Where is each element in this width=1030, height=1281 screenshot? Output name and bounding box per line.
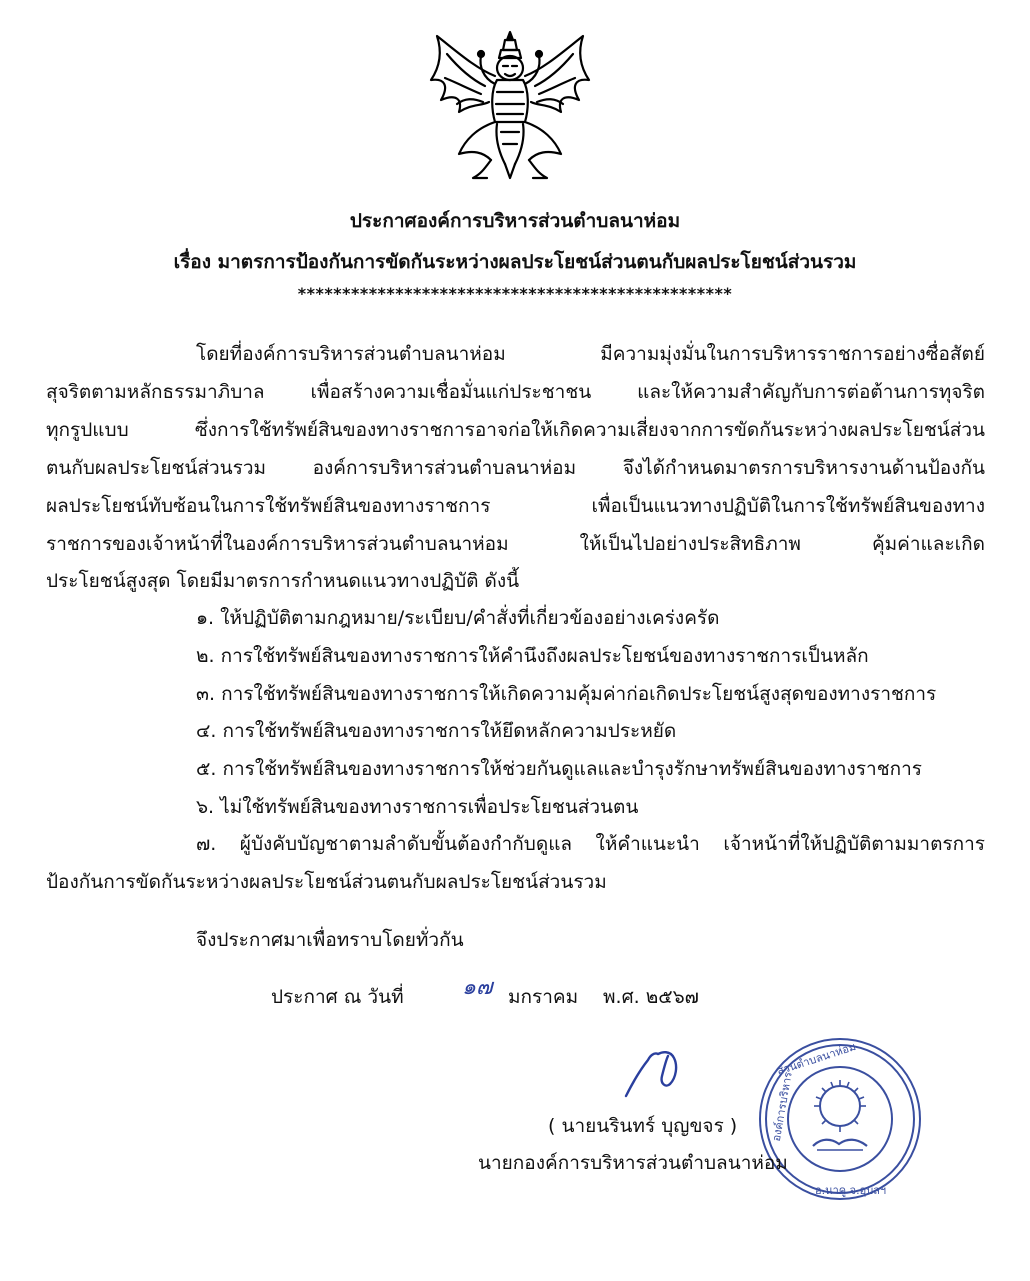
measure-item-5: ๕. การใช้ทรัพย์สินของทางราชการให้ช่วยกันดูแลและบำรุงรักษาทรัพย์สินของทางราชการ bbox=[196, 758, 922, 780]
announcement-title: ประกาศองค์การบริหารส่วนตำบลนาห่อม bbox=[349, 210, 681, 232]
date-month: มกราคม bbox=[508, 986, 579, 1008]
svg-text:ส่วนตำบลนาห่อม: ส่วนตำบลนาห่อม bbox=[775, 1039, 858, 1078]
garuda-emblem bbox=[425, 28, 595, 184]
paragraph-line-5: ผลประโยชน์ทับซ้อนในการใช้ทรัพย์สินของทางราชการ เพื่อเป็นแนวทางปฏิบัติในการใช้ทรัพย์สินของทาง bbox=[46, 495, 985, 517]
measure-item-6: ๖. ไม่ใช้ทรัพย์สินของทางราชการเพื่อประโยชนส่วนตน bbox=[196, 796, 639, 818]
paragraph-line-3: ทุกรูปแบบ ซึ่งการใช้ทรัพย์สินของทางราชการอาจก่อให้เกิดความเสี่ยงจากการขัดกันระหว่างผลประโยชน์ส่วน bbox=[46, 419, 985, 441]
date-year: พ.ศ. ๒๕๖๗ bbox=[603, 986, 699, 1008]
date-day-handwritten: ๑๗ bbox=[462, 975, 493, 1000]
svg-text:องค์การบริหาร: องค์การบริหาร bbox=[769, 1070, 795, 1143]
separator-asterisks: ************************************************* bbox=[297, 284, 733, 303]
paragraph-line-1: โดยที่องค์การบริหารส่วนตำบลนาห่อม มีความมุ่งมั่นในการบริหารราชการอย่างซื่อสัตย์ bbox=[196, 343, 985, 365]
closing-statement: จึงประกาศมาเพื่อทราบโดยทั่วกัน bbox=[196, 929, 464, 951]
paragraph-line-6: ราชการของเจ้าหน้าที่ในองค์การบริหารส่วนตำบลนาห่อม ให้เป็นไปอย่างประสิทธิภาพ คุ้มค่าและเกิด bbox=[46, 533, 985, 555]
paragraph-line-4: ตนกับผลประโยชน์ส่วนรวม องค์การบริหารส่วนตำบลนาห่อม จึงได้กำหนดมาตรการบริหารงานด้านป้องกัน bbox=[46, 457, 985, 479]
measure-item-1: ๑. ให้ปฏิบัติตามกฎหมาย/ระเบียบ/คำสั่งที่เกี่ยวข้องอย่างเคร่งครัด bbox=[196, 607, 720, 629]
svg-text:อ.นาคู จ.อุบลฯ: อ.นาคู จ.อุบลฯ bbox=[815, 1184, 887, 1197]
measure-item-7-continuation: ป้องกันการขัดกันระหว่างผลประโยชน์ส่วนตนกับผลประโยชน์ส่วนรวม bbox=[46, 871, 607, 893]
paragraph-line-2: สุจริตตามหลักธรรมาภิบาล เพื่อสร้างความเชื่อมั่นแก่ประชาชน และให้ความสำคัญกับการต่อต้านการทุจริต bbox=[46, 381, 985, 403]
paragraph-line-7: ประโยชน์สูงสุด โดยมีมาตรการกำหนดแนวทางปฏิบัติ ดังนี้ bbox=[46, 570, 520, 592]
handwritten-signature bbox=[618, 1044, 698, 1104]
measure-item-4: ๔. การใช้ทรัพย์สินของทางราชการให้ยึดหลักความประหยัด bbox=[196, 720, 677, 742]
measure-item-7: ๗. ผู้บังคับบัญชาตามลำดับขั้นต้องกำกับดูแล ให้คำแนะนำ เจ้าหน้าที่ให้ปฏิบัติตามมาตรการ bbox=[196, 833, 985, 855]
date-prefix: ประกาศ ณ วันที่ bbox=[271, 986, 404, 1008]
signatory-position: นายกองค์การบริหารส่วนตำบลนาห่อม bbox=[478, 1152, 788, 1174]
measure-item-3: ๓. การใช้ทรัพย์สินของทางราชการให้เกิดความคุ้มค่าก่อเกิดประโยชน์สูงสุดของทางราชการ bbox=[196, 683, 937, 705]
measure-item-2: ๒. การใช้ทรัพย์สินของทางราชการให้คำนึงถึงผลประโยชน์ของทางราชการเป็นหลัก bbox=[196, 645, 869, 667]
announcement-subject: เรื่อง มาตรการป้องกันการขัดกันระหว่างผลประโยชน์ส่วนตนกับผลประโยชน์ส่วนรวม bbox=[173, 251, 857, 273]
official-seal-stamp bbox=[755, 1034, 925, 1204]
signatory-name: ( นายนรินทร์ บุญขจร ) bbox=[548, 1115, 738, 1137]
